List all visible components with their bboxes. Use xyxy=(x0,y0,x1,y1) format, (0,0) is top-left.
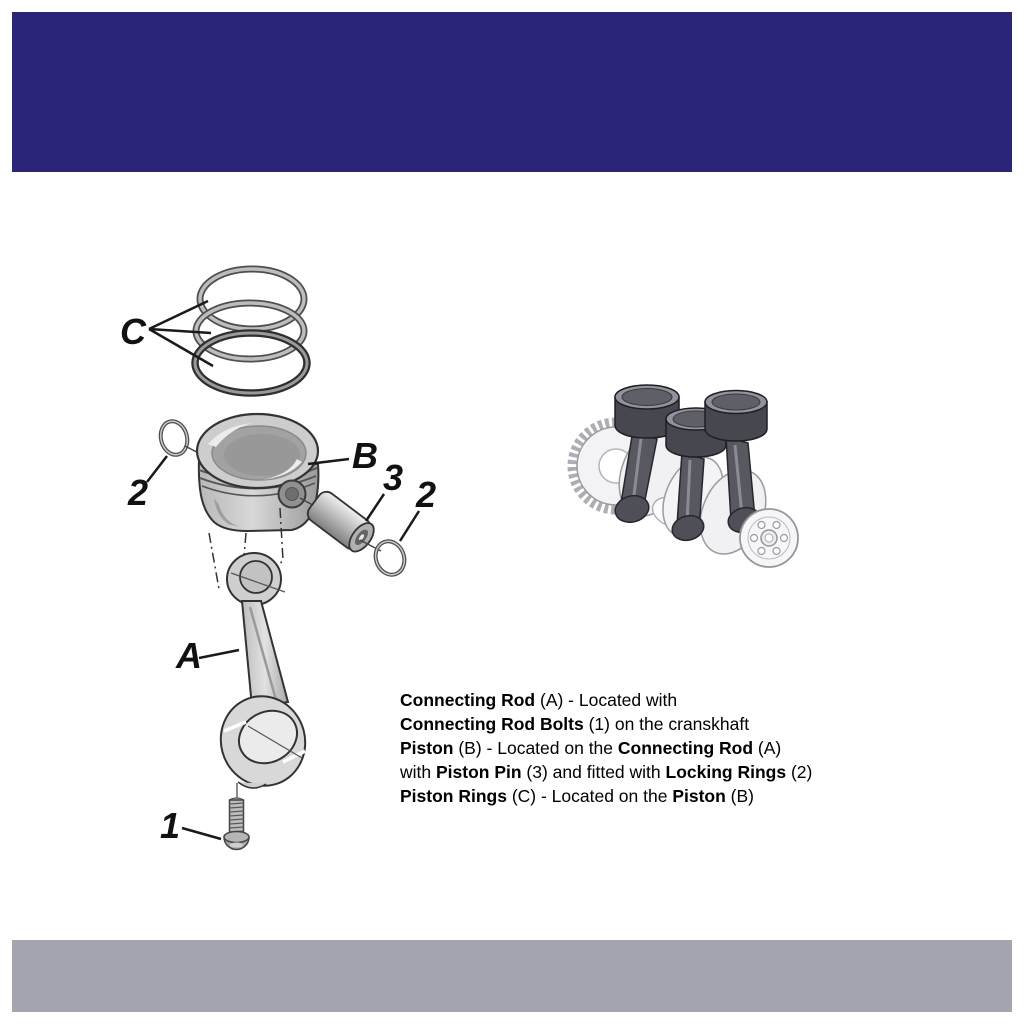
desc-text: (C) - Located on the xyxy=(506,786,673,806)
rod-bolt-group xyxy=(160,783,249,850)
piston-ring-3-highlight xyxy=(195,333,307,393)
label-2-left-leader xyxy=(147,456,167,482)
desc-text: (3) and fitted with xyxy=(521,762,666,782)
label-piston-pin: 3 xyxy=(383,457,404,498)
label-3-leader xyxy=(366,494,384,521)
label-2-right-leader xyxy=(400,511,419,541)
crankshaft-assembly xyxy=(572,385,798,567)
bolt-head-highlight xyxy=(230,843,243,848)
rod-shaft xyxy=(242,601,288,707)
crank-rear-flange xyxy=(740,509,798,567)
desc-text: with xyxy=(400,762,436,782)
piston-ring-1-highlight xyxy=(200,269,304,329)
desc-text: (A) - Located with xyxy=(535,690,678,710)
desc-bold-term: Connecting Rod xyxy=(400,690,536,710)
desc-bold-term: Piston Rings xyxy=(400,786,507,806)
right-locking-ring-group xyxy=(371,474,436,579)
desc-bold-term: Piston xyxy=(400,738,454,758)
parts-description xyxy=(400,688,900,808)
desc-bold-term: Connecting Rod xyxy=(617,738,754,758)
description-line-5 xyxy=(400,784,900,808)
piston-pin-bore-inner xyxy=(286,488,299,501)
label-piston-rings: C xyxy=(120,311,146,352)
label-1-leader xyxy=(182,828,221,839)
label-connecting-rod: A xyxy=(176,635,202,676)
rod-small-end-bore xyxy=(240,561,272,593)
label-a-leader xyxy=(199,650,239,658)
desc-text: (2) xyxy=(786,762,813,782)
description-line-1 xyxy=(400,688,900,712)
label-right-locking-ring: 2 xyxy=(416,474,437,515)
label-piston: B xyxy=(352,435,378,476)
description-line-4 xyxy=(400,760,900,784)
description-line-3 xyxy=(400,736,900,760)
desc-bold-term: Piston xyxy=(672,786,726,806)
left-locking-ring xyxy=(157,418,191,458)
desc-text: (A) xyxy=(753,738,782,758)
desc-text: (B) - Located on the xyxy=(453,738,618,758)
desc-bold-term: Connecting Rod Bolts xyxy=(400,714,584,734)
bolt-head-top xyxy=(224,832,249,843)
label-rod-bolt: 1 xyxy=(160,805,181,846)
label-left-locking-ring: 2 xyxy=(128,472,149,513)
piston-rings-group xyxy=(120,269,307,393)
right-locking-ring xyxy=(371,537,409,579)
connecting-rod-group xyxy=(175,553,315,795)
desc-text: (1) on the cranskhaft xyxy=(583,714,750,734)
projection-line-1 xyxy=(209,533,219,589)
desc-bold-term: Piston Pin xyxy=(435,762,522,782)
description-line-2 xyxy=(400,712,900,736)
desc-bold-term: Locking Rings xyxy=(665,762,787,782)
desc-text: (B) xyxy=(725,786,755,806)
